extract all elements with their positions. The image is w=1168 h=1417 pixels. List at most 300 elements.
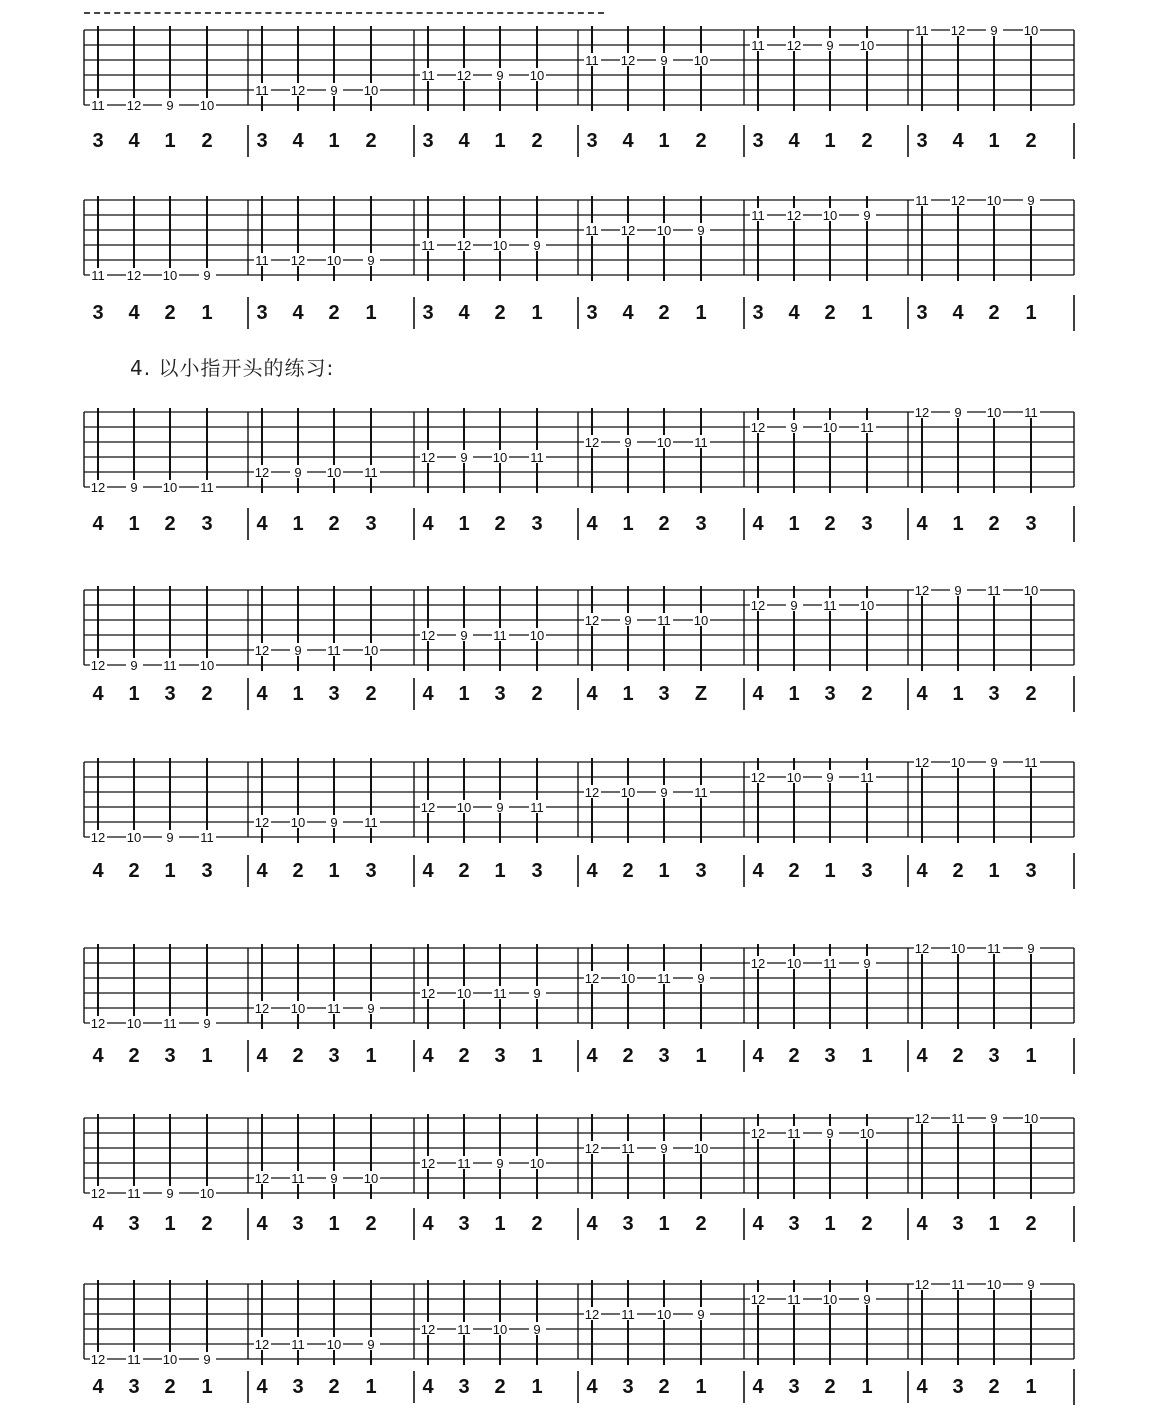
- finger-number: 1: [988, 130, 1000, 152]
- fret-number: 9: [826, 38, 834, 53]
- fret-number: 11: [291, 1337, 305, 1352]
- fret-number: 11: [457, 1156, 471, 1171]
- fret-number: 11: [657, 971, 671, 986]
- fret-number: 11: [327, 1001, 341, 1016]
- fret-number: 11: [493, 986, 507, 1001]
- finger-number: 3: [752, 302, 764, 324]
- fret-number: 10: [199, 1186, 215, 1201]
- fret-number: 9: [1027, 193, 1035, 208]
- fret-number: 11: [421, 238, 435, 253]
- finger-number: 1: [658, 130, 670, 152]
- fret-number: 11: [860, 770, 874, 785]
- fret-number: 10: [126, 830, 142, 845]
- fret-number: 9: [294, 643, 302, 658]
- finger-number: 4: [916, 1376, 928, 1398]
- finger-number: 4: [128, 302, 140, 324]
- finger-number: 3: [952, 1376, 964, 1398]
- finger-number: 2: [861, 130, 873, 152]
- finger-number: 2: [365, 683, 377, 705]
- finger-number: 2: [622, 1045, 634, 1067]
- finger-number: 1: [988, 1213, 1000, 1235]
- fret-number: 12: [750, 956, 766, 971]
- fret-number: 12: [254, 643, 270, 658]
- finger-number: 4: [586, 1376, 598, 1398]
- fret-number: 11: [255, 253, 269, 268]
- fret-number: 12: [90, 830, 106, 845]
- fret-number: 9: [130, 480, 138, 495]
- finger-number: 3: [201, 513, 213, 535]
- finger-number: 3: [622, 1213, 634, 1235]
- fret-number: 12: [750, 420, 766, 435]
- fret-number: 9: [624, 613, 632, 628]
- fret-number: 10: [1023, 583, 1039, 598]
- fret-number: 11: [621, 1141, 635, 1156]
- fret-number: 12: [584, 785, 600, 800]
- finger-number: 2: [952, 1045, 964, 1067]
- finger-number: 1: [695, 1045, 707, 1067]
- fret-number: 9: [166, 830, 174, 845]
- finger-number: 3: [164, 1045, 176, 1067]
- finger-number: 4: [92, 683, 104, 705]
- fret-number: 9: [990, 1111, 998, 1126]
- fret-number: 11: [987, 583, 1001, 598]
- fret-number: 11: [585, 53, 599, 68]
- fret-number: 12: [420, 800, 436, 815]
- finger-number: 3: [824, 1045, 836, 1067]
- fret-number: 10: [363, 1171, 379, 1186]
- fret-number: 11: [951, 1277, 965, 1292]
- fret-number: 10: [693, 1141, 709, 1156]
- fret-number: 10: [326, 465, 342, 480]
- fret-number: 9: [330, 1171, 338, 1186]
- finger-number: 3: [201, 860, 213, 882]
- fret-number: 11: [163, 658, 177, 673]
- finger-number: 2: [1025, 683, 1037, 705]
- fret-number: 9: [330, 815, 338, 830]
- finger-number: 1: [695, 1376, 707, 1398]
- fret-number: 12: [584, 1141, 600, 1156]
- fret-number: 9: [990, 755, 998, 770]
- fret-number: 12: [126, 268, 142, 283]
- fret-number: 12: [126, 98, 142, 113]
- finger-number: 1: [824, 130, 836, 152]
- fret-number: 9: [203, 268, 211, 283]
- finger-number: 1: [201, 302, 213, 324]
- fret-number: 10: [620, 785, 636, 800]
- finger-number: 1: [622, 513, 634, 535]
- fret-number: 10: [693, 53, 709, 68]
- fret-number: 9: [660, 53, 668, 68]
- fret-number: 11: [915, 23, 929, 38]
- fret-number: 12: [420, 450, 436, 465]
- finger-number: 4: [292, 302, 304, 324]
- fret-number: 10: [656, 1307, 672, 1322]
- fret-number: 12: [620, 53, 636, 68]
- finger-number: 1: [622, 683, 634, 705]
- finger-number: 4: [422, 1045, 434, 1067]
- fret-number: 11: [493, 628, 507, 643]
- fret-number: 12: [786, 208, 802, 223]
- fret-number: 11: [200, 830, 214, 845]
- fret-number: 10: [290, 1001, 306, 1016]
- finger-number: 2: [328, 302, 340, 324]
- finger-number: 2: [494, 1376, 506, 1398]
- fret-number: 9: [460, 628, 468, 643]
- finger-number: 1: [531, 1376, 543, 1398]
- fret-number: 12: [420, 628, 436, 643]
- finger-number: 4: [92, 1376, 104, 1398]
- fret-number: 9: [533, 238, 541, 253]
- fret-number: 11: [987, 941, 1001, 956]
- fret-number: 11: [255, 83, 269, 98]
- finger-number: 3: [622, 1376, 634, 1398]
- fret-number: 10: [822, 420, 838, 435]
- fret-number: 12: [254, 1001, 270, 1016]
- finger-number: 1: [1025, 1376, 1037, 1398]
- fret-number: 10: [529, 628, 545, 643]
- finger-number: 4: [916, 513, 928, 535]
- finger-number: 2: [128, 1045, 140, 1067]
- fret-number: 12: [254, 1171, 270, 1186]
- finger-number: 3: [788, 1376, 800, 1398]
- fret-number: 9: [203, 1016, 211, 1031]
- finger-number: 3: [256, 302, 268, 324]
- finger-number: 3: [256, 130, 268, 152]
- finger-number: 1: [658, 1213, 670, 1235]
- fret-number: 11: [823, 956, 837, 971]
- finger-number: 2: [788, 860, 800, 882]
- finger-number: 2: [365, 130, 377, 152]
- finger-number: 2: [164, 302, 176, 324]
- finger-number: 4: [458, 130, 470, 152]
- fret-number: 12: [950, 23, 966, 38]
- fret-number: 12: [254, 815, 270, 830]
- fret-number: 10: [492, 450, 508, 465]
- finger-number: 1: [458, 683, 470, 705]
- fret-number: 9: [203, 1352, 211, 1367]
- fret-number: 9: [990, 23, 998, 38]
- fret-number: 11: [694, 785, 708, 800]
- fret-number: 12: [750, 1292, 766, 1307]
- section-heading: 4. 以小指开头的练习:: [130, 356, 335, 380]
- fret-number: 9: [166, 1186, 174, 1201]
- finger-number: 3: [988, 683, 1000, 705]
- finger-number: 4: [422, 1376, 434, 1398]
- finger-number: 4: [422, 683, 434, 705]
- fret-number: 10: [162, 480, 178, 495]
- fret-number: 10: [950, 755, 966, 770]
- fret-number: 10: [199, 658, 215, 673]
- finger-number: 2: [531, 1213, 543, 1235]
- fret-number: 11: [163, 1016, 177, 1031]
- finger-number: 1: [164, 1213, 176, 1235]
- finger-number: 3: [861, 860, 873, 882]
- fret-number: 10: [456, 800, 472, 815]
- fret-number: 9: [367, 1001, 375, 1016]
- finger-number: 3: [422, 130, 434, 152]
- finger-number: 4: [422, 1213, 434, 1235]
- fret-number: 11: [91, 98, 105, 113]
- fret-number: 9: [533, 986, 541, 1001]
- finger-number: 1: [1025, 1045, 1037, 1067]
- fret-number: 10: [529, 1156, 545, 1171]
- fret-number: 12: [914, 1277, 930, 1292]
- fret-number: 11: [421, 68, 435, 83]
- finger-number: 2: [695, 1213, 707, 1235]
- finger-number: 1: [328, 130, 340, 152]
- fret-number: 10: [656, 223, 672, 238]
- finger-number: 2: [531, 130, 543, 152]
- fret-number: 10: [290, 815, 306, 830]
- fret-number: 11: [751, 38, 765, 53]
- finger-number: 3: [586, 302, 598, 324]
- finger-number: 2: [658, 302, 670, 324]
- fret-number: 9: [1027, 941, 1035, 956]
- finger-number: 4: [586, 683, 598, 705]
- finger-number: 3: [788, 1213, 800, 1235]
- finger-number: 1: [494, 860, 506, 882]
- finger-number: 4: [916, 1213, 928, 1235]
- finger-number: 2: [861, 683, 873, 705]
- finger-number: 1: [365, 1045, 377, 1067]
- fret-number: 11: [530, 800, 544, 815]
- finger-number: 4: [256, 1376, 268, 1398]
- finger-number: 2: [494, 513, 506, 535]
- finger-number: 1: [128, 513, 140, 535]
- finger-number: 4: [788, 130, 800, 152]
- fret-number: 11: [327, 643, 341, 658]
- finger-number: 4: [586, 1213, 598, 1235]
- finger-number: 3: [128, 1376, 140, 1398]
- fret-number: 11: [1024, 405, 1038, 420]
- finger-number: 2: [988, 1376, 1000, 1398]
- fret-number: 11: [751, 208, 765, 223]
- finger-number: 2: [494, 302, 506, 324]
- fret-number: 11: [91, 268, 105, 283]
- finger-number: 2: [824, 1376, 836, 1398]
- fret-number: 9: [496, 68, 504, 83]
- finger-number: 4: [622, 302, 634, 324]
- finger-number: 2: [164, 513, 176, 535]
- fret-number: 9: [367, 1337, 375, 1352]
- finger-number: 2: [201, 130, 213, 152]
- fret-number: 10: [620, 971, 636, 986]
- fret-number: 12: [914, 405, 930, 420]
- fret-number: 12: [254, 1337, 270, 1352]
- fret-number: 10: [162, 1352, 178, 1367]
- fret-number: 12: [914, 583, 930, 598]
- finger-number: 1: [201, 1376, 213, 1398]
- finger-number: 1: [952, 513, 964, 535]
- finger-number: 4: [256, 513, 268, 535]
- fret-number: 12: [584, 435, 600, 450]
- finger-number: 3: [292, 1376, 304, 1398]
- fret-number: 10: [162, 268, 178, 283]
- fret-number: 12: [290, 253, 306, 268]
- finger-number: 1: [328, 860, 340, 882]
- fret-number: 12: [90, 658, 106, 673]
- finger-number: 4: [586, 860, 598, 882]
- finger-number: 4: [422, 513, 434, 535]
- fret-number: 9: [863, 956, 871, 971]
- fret-number: 9: [660, 1141, 668, 1156]
- fret-number: 10: [1023, 1111, 1039, 1126]
- finger-number: 3: [586, 130, 598, 152]
- fret-number: 12: [90, 1016, 106, 1031]
- finger-number: 3: [422, 302, 434, 324]
- fret-number: 12: [290, 83, 306, 98]
- fret-number: 12: [584, 1307, 600, 1322]
- fret-number: 11: [823, 598, 837, 613]
- finger-number: 1: [328, 1213, 340, 1235]
- fret-number: 11: [127, 1186, 141, 1201]
- finger-number: 3: [128, 1213, 140, 1235]
- finger-number: 1: [824, 1213, 836, 1235]
- fret-number: 12: [786, 38, 802, 53]
- finger-number: 4: [752, 1376, 764, 1398]
- fret-number: 9: [166, 98, 174, 113]
- fret-number: 9: [863, 208, 871, 223]
- fret-number: 9: [826, 1126, 834, 1141]
- fret-number: 12: [914, 941, 930, 956]
- finger-number: 1: [788, 683, 800, 705]
- finger-number: 2: [458, 860, 470, 882]
- fret-number: 11: [127, 1352, 141, 1367]
- fret-number: 10: [492, 238, 508, 253]
- finger-number: 4: [128, 130, 140, 152]
- fret-number: 9: [660, 785, 668, 800]
- fret-number: 10: [492, 1322, 508, 1337]
- fret-number: 10: [786, 770, 802, 785]
- finger-number: 4: [92, 513, 104, 535]
- finger-number: 2: [531, 683, 543, 705]
- finger-number: 1: [861, 1376, 873, 1398]
- finger-number: 4: [752, 1045, 764, 1067]
- fret-number: 10: [986, 405, 1002, 420]
- fret-number: 11: [951, 1111, 965, 1126]
- finger-number: 4: [752, 513, 764, 535]
- finger-number: 2: [201, 1213, 213, 1235]
- finger-number: 2: [658, 1376, 670, 1398]
- finger-number: 3: [92, 302, 104, 324]
- fret-number: 12: [584, 971, 600, 986]
- fret-number: 11: [530, 450, 544, 465]
- finger-number: 1: [365, 302, 377, 324]
- finger-number: 4: [256, 860, 268, 882]
- finger-number: 4: [256, 683, 268, 705]
- fret-number: 12: [584, 613, 600, 628]
- finger-number: 4: [952, 302, 964, 324]
- finger-number: 1: [531, 1045, 543, 1067]
- finger-number: 2: [658, 513, 670, 535]
- fret-number: 9: [1027, 1277, 1035, 1292]
- finger-number: 1: [952, 683, 964, 705]
- finger-number: 3: [658, 1045, 670, 1067]
- finger-number: 1: [458, 513, 470, 535]
- fret-number: 9: [697, 971, 705, 986]
- fret-number: 10: [126, 1016, 142, 1031]
- fret-number: 11: [694, 435, 708, 450]
- finger-number: 3: [695, 860, 707, 882]
- finger-number: 2: [128, 860, 140, 882]
- finger-number: 3: [531, 513, 543, 535]
- fret-number: 10: [786, 956, 802, 971]
- fret-number: 11: [860, 420, 874, 435]
- finger-number: 2: [328, 513, 340, 535]
- finger-number: 1: [494, 1213, 506, 1235]
- fret-number: 10: [363, 83, 379, 98]
- fret-number: 12: [914, 755, 930, 770]
- finger-number: 4: [752, 1213, 764, 1235]
- finger-number: 2: [365, 1213, 377, 1235]
- finger-number: 3: [1025, 860, 1037, 882]
- finger-number: 3: [861, 513, 873, 535]
- fret-number: 12: [750, 1126, 766, 1141]
- finger-number: 4: [292, 130, 304, 152]
- fret-number: 12: [90, 1186, 106, 1201]
- fret-number: 10: [859, 1126, 875, 1141]
- finger-number: 1: [292, 683, 304, 705]
- fret-number: 10: [363, 643, 379, 658]
- fret-number: 10: [859, 38, 875, 53]
- finger-number: 1: [531, 302, 543, 324]
- fret-number: 11: [657, 613, 671, 628]
- finger-number: 1: [292, 513, 304, 535]
- finger-number: 2: [458, 1045, 470, 1067]
- finger-number: 4: [422, 860, 434, 882]
- fret-number: 10: [199, 98, 215, 113]
- finger-number: 3: [92, 130, 104, 152]
- finger-number: 4: [92, 860, 104, 882]
- fret-number: 9: [954, 583, 962, 598]
- fret-number: 10: [326, 1337, 342, 1352]
- finger-number: 2: [988, 302, 1000, 324]
- finger-number: 1: [695, 302, 707, 324]
- fret-number: 11: [915, 193, 929, 208]
- finger-number: 2: [788, 1045, 800, 1067]
- finger-number: 1: [1025, 302, 1037, 324]
- fret-number: 10: [986, 1277, 1002, 1292]
- finger-number: 4: [916, 860, 928, 882]
- finger-number: 3: [1025, 513, 1037, 535]
- fret-number: 12: [456, 68, 472, 83]
- finger-number: 1: [988, 860, 1000, 882]
- finger-number: 3: [292, 1213, 304, 1235]
- fret-number: 11: [787, 1292, 801, 1307]
- finger-number: 1: [824, 860, 836, 882]
- fret-number: 9: [533, 1322, 541, 1337]
- fret-number: 12: [914, 1111, 930, 1126]
- fret-number: 12: [420, 1156, 436, 1171]
- finger-number: 2: [861, 1213, 873, 1235]
- fret-number: 10: [859, 598, 875, 613]
- fret-number: 12: [750, 770, 766, 785]
- fret-number: 11: [787, 1126, 801, 1141]
- finger-number: 3: [365, 860, 377, 882]
- finger-number: 4: [952, 130, 964, 152]
- finger-number: 4: [586, 1045, 598, 1067]
- fret-number: 10: [529, 68, 545, 83]
- fret-number: 12: [750, 598, 766, 613]
- finger-number: 3: [164, 683, 176, 705]
- finger-number: 4: [92, 1045, 104, 1067]
- finger-number: 4: [92, 1213, 104, 1235]
- fret-number: 10: [950, 941, 966, 956]
- finger-number: 3: [531, 860, 543, 882]
- finger-number: 2: [328, 1376, 340, 1398]
- finger-number: 4: [752, 860, 764, 882]
- fret-number: 11: [364, 465, 378, 480]
